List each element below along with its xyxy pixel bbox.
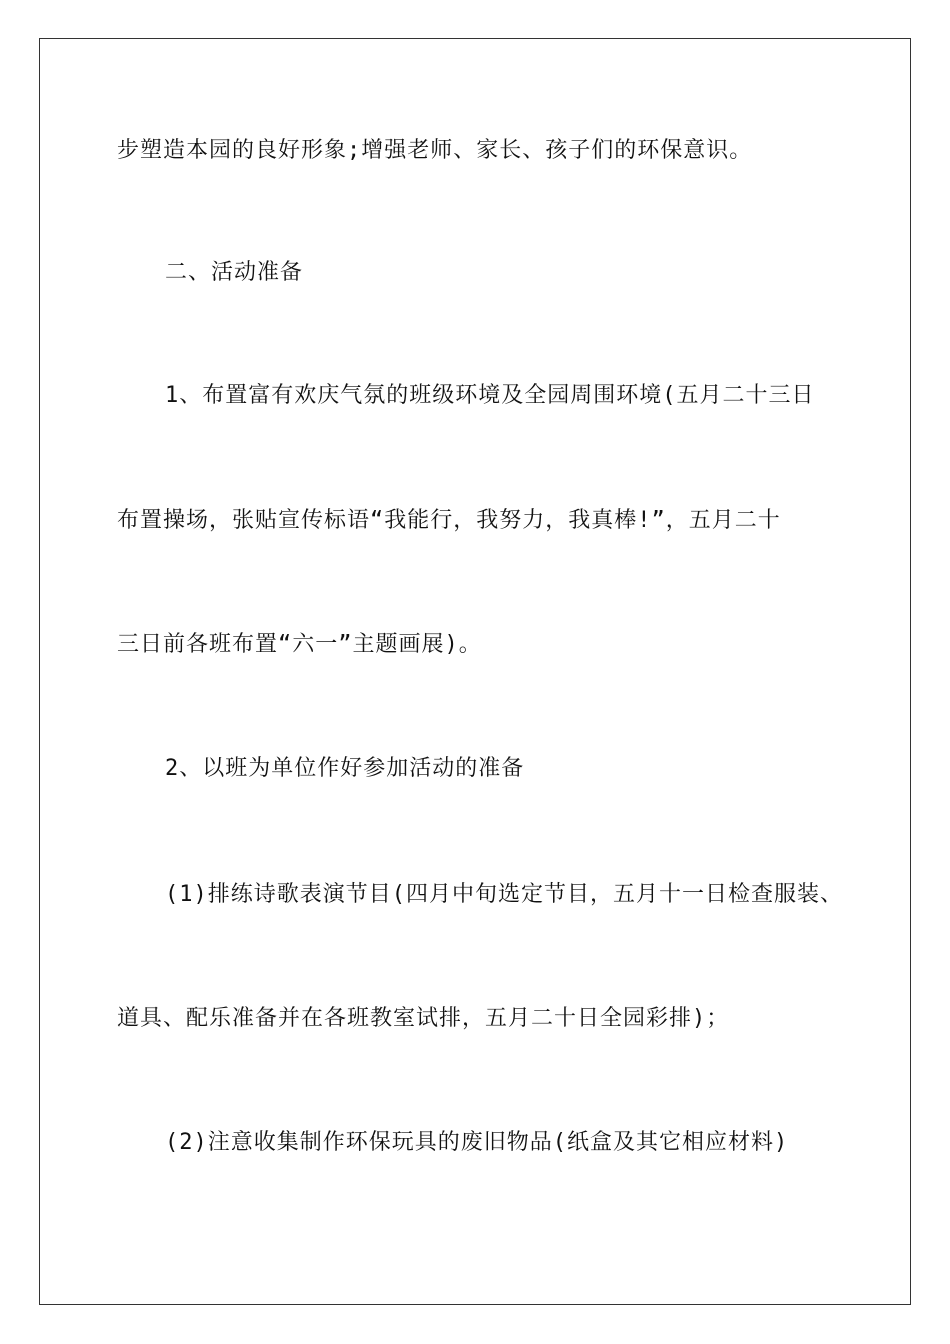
subitem-2-line-1: (2)注意收集制作环保玩具的废旧物品(纸盒及其它相应材料) xyxy=(165,1130,789,1155)
subitem-1-line-2: 道具、配乐准备并在各班教室试排，五月二十日全园彩排)； xyxy=(117,1006,730,1031)
section-heading-activity-preparation: 二、活动准备 xyxy=(165,260,304,285)
subitem-1-line-1: (1)排练诗歌表演节目(四月中旬选定节目，五月十一日检查服装、 xyxy=(165,882,843,907)
item-1-line-3: 三日前各班布置“六一”主题画展)。 xyxy=(117,632,482,657)
item-1-line-2: 布置操场，张贴宣传标语“我能行，我努力，我真棒!”，五月二十 xyxy=(117,508,781,533)
item-1-line-1: 1、布置富有欢庆气氛的班级环境及全园周围环境(五月二十三日 xyxy=(165,383,815,408)
page-border xyxy=(39,38,911,1305)
paragraph-line-1: 步塑造本园的良好形象;增强老师、家长、孩子们的环保意识。 xyxy=(117,138,753,163)
item-2-heading: 2、以班为单位作好参加活动的准备 xyxy=(165,756,525,781)
